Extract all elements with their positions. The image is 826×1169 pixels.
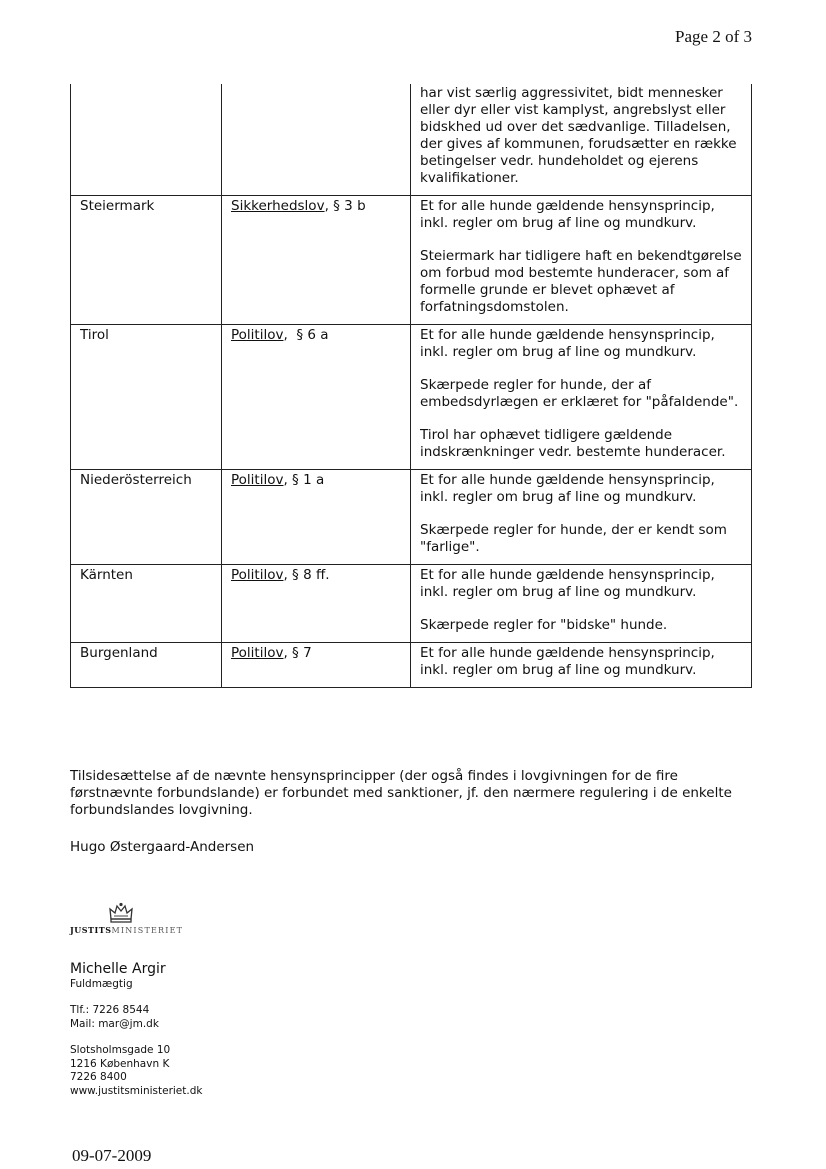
signer-name: Hugo Østergaard-Andersen bbox=[70, 839, 255, 855]
law-name: Sikkerhedslov bbox=[231, 198, 325, 214]
document-date: 09-07-2009 bbox=[72, 1146, 152, 1165]
sanctions-note: Tilsidesættelse af de nævnte hensynsprincipper (der også findes i lovgivningen for de fire førstnævnte forbundslande) er forbundet med sanktioner, jf. den nærmere regulering i de enkelte forbundslandes lovgivning. bbox=[70, 768, 732, 818]
law-cell bbox=[222, 643, 411, 688]
law-section: , § 3 b bbox=[324, 198, 366, 214]
description-cell bbox=[411, 196, 752, 325]
law-name: Politilov bbox=[231, 645, 284, 661]
logo-text-light: MINISTERIET bbox=[111, 926, 184, 935]
table-row bbox=[71, 565, 752, 643]
law-section: , § 8 ff. bbox=[283, 567, 330, 583]
table-row bbox=[71, 643, 752, 688]
state-cell bbox=[71, 84, 222, 196]
law-cell bbox=[222, 196, 411, 325]
contact-mail: Mail: mar@jm.dk bbox=[70, 1017, 159, 1030]
description-paragraph: Et for alle hunde gældende hensynsprincip, inkl. regler om brug af line og mundkurv. bbox=[420, 198, 715, 231]
address-street: Slotsholmsgade 10 bbox=[70, 1044, 171, 1056]
description-paragraph: Steiermark har tidligere haft en bekendtgørelse om forbud mod bestemte hunderacer, som af formelle grunde er blevet ophævet af forfatningsdomstolen. bbox=[420, 248, 742, 315]
state-cell: Burgenland bbox=[71, 643, 222, 688]
law-name: Politilov bbox=[231, 472, 284, 488]
state-cell: Niederösterreich bbox=[71, 470, 222, 565]
address-city: 1216 København K bbox=[70, 1057, 170, 1070]
table-row bbox=[71, 470, 752, 565]
ministry-logo bbox=[70, 902, 200, 935]
description-paragraph: Skærpede regler for hunde, der er kendt som "farlige". bbox=[420, 522, 727, 555]
description-cell bbox=[411, 325, 752, 470]
contact-title: Fuldmægtig bbox=[70, 978, 133, 990]
description-paragraph: Et for alle hunde gældende hensynsprincip, inkl. regler om brug af line og mundkurv. bbox=[420, 645, 715, 678]
contact-phone: Tlf.: 7226 8544 bbox=[70, 1004, 150, 1016]
crown-icon bbox=[108, 902, 134, 924]
table-row bbox=[71, 196, 752, 325]
law-cell bbox=[222, 565, 411, 643]
description-paragraph: Et for alle hunde gældende hensynsprincip, inkl. regler om brug af line og mundkurv. bbox=[420, 567, 715, 600]
description-cell bbox=[411, 643, 752, 688]
ministry-website: www.justitsministeriet.dk bbox=[70, 1084, 203, 1097]
table-row-continued bbox=[71, 84, 752, 196]
description-paragraph: Tirol har ophævet tidligere gældende indskrænkninger vedr. bestemte hunderacer. bbox=[420, 427, 726, 460]
contact-block bbox=[70, 961, 202, 1098]
description-paragraph: Skærpede regler for "bidske" hunde. bbox=[420, 617, 668, 633]
state-cell: Kärnten bbox=[71, 565, 222, 643]
state-cell: Steiermark bbox=[71, 196, 222, 325]
law-section: , § 6 a bbox=[283, 327, 329, 343]
law-section: , § 7 bbox=[283, 645, 312, 661]
address-phone: 7226 8400 bbox=[70, 1071, 127, 1083]
description-cell bbox=[411, 470, 752, 565]
law-section: , § 1 a bbox=[283, 472, 325, 488]
ministry-logo-text bbox=[70, 925, 200, 935]
table-row bbox=[71, 325, 752, 470]
description-cell bbox=[411, 565, 752, 643]
description-cell bbox=[411, 84, 752, 196]
law-cell bbox=[222, 470, 411, 565]
description-paragraph: Et for alle hunde gældende hensynsprincip, inkl. regler om brug af line og mundkurv. bbox=[420, 472, 715, 505]
law-name: Politilov bbox=[231, 567, 284, 583]
description-paragraph: har vist særlig aggressivitet, bidt mennesker eller dyr eller vist kamplyst, angrebslyst eller bidskhed ud over det sædvanlige. Tilladelsen, der gives af kommunen, forudsætter en række betingelser vedr. hundeholdet og ejerens kvalifikationer. bbox=[420, 85, 737, 186]
law-cell bbox=[222, 84, 411, 196]
logo-text-bold: JUSTITS bbox=[70, 925, 112, 935]
contact-name: Michelle Argir bbox=[70, 961, 166, 977]
law-table bbox=[70, 84, 752, 688]
description-paragraph: Et for alle hunde gældende hensynsprincip, inkl. regler om brug af line og mundkurv. bbox=[420, 327, 715, 360]
law-cell bbox=[222, 325, 411, 470]
page-number: Page 2 of 3 bbox=[675, 27, 752, 46]
state-cell: Tirol bbox=[71, 325, 222, 470]
description-paragraph: Skærpede regler for hunde, der af embedsdyrlægen er erklæret for "påfaldende". bbox=[420, 377, 739, 410]
law-name: Politilov bbox=[231, 327, 284, 343]
